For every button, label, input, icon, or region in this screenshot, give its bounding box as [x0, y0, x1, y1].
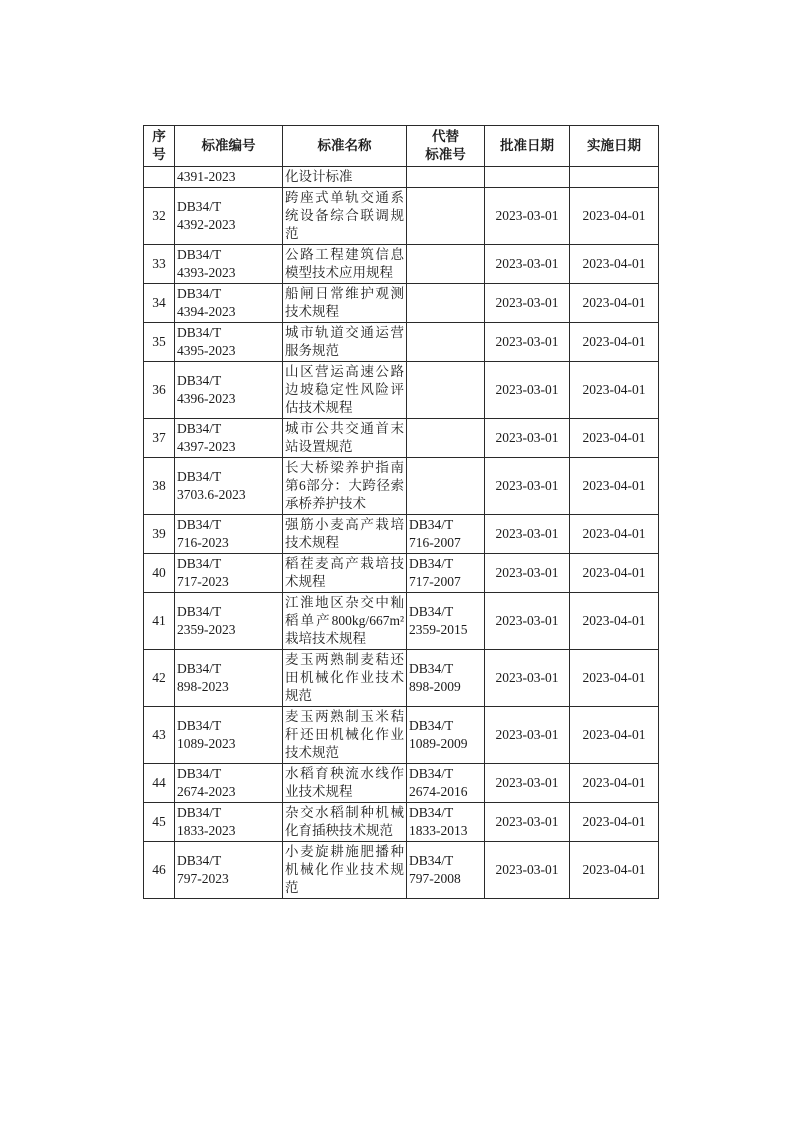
cell-implemented: 2023-04-01 [570, 323, 659, 362]
cell-replaces [407, 284, 485, 323]
cell-seq: 42 [144, 650, 175, 707]
table-row [144, 842, 659, 899]
header-name: 标准名称 [283, 126, 407, 167]
header-approved: 批准日期 [485, 126, 570, 167]
cell-code: DB34/T 2359-2023 [175, 593, 283, 650]
cell-replaces [407, 188, 485, 245]
table-row [144, 554, 659, 593]
cell-approved: 2023-03-01 [485, 554, 570, 593]
cell-name: 城市轨道交通运营服务规范 [283, 323, 407, 362]
cell-approved: 2023-03-01 [485, 803, 570, 842]
cell-replaces: DB34/T 797-2008 [407, 842, 485, 899]
cell-implemented [570, 167, 659, 188]
cell-replaces: DB34/T 717-2007 [407, 554, 485, 593]
cell-implemented: 2023-04-01 [570, 419, 659, 458]
cell-replaces: DB34/T 898-2009 [407, 650, 485, 707]
cell-replaces: DB34/T 1833-2013 [407, 803, 485, 842]
table-row [144, 650, 659, 707]
cell-implemented: 2023-04-01 [570, 593, 659, 650]
cell-seq: 37 [144, 419, 175, 458]
cell-replaces [407, 245, 485, 284]
header-row [144, 126, 659, 167]
cell-seq: 41 [144, 593, 175, 650]
cell-code: DB34/T 1089-2023 [175, 707, 283, 764]
cell-approved: 2023-03-01 [485, 188, 570, 245]
cell-code: DB34/T 4395-2023 [175, 323, 283, 362]
cell-seq: 38 [144, 458, 175, 515]
header-replaces: 代替 标准号 [407, 126, 485, 167]
table-row [144, 764, 659, 803]
cell-name: 跨座式单轨交通系统设备综合联调规范 [283, 188, 407, 245]
cell-name: 稻茬麦高产栽培技术规程 [283, 554, 407, 593]
cell-seq: 33 [144, 245, 175, 284]
cell-implemented: 2023-04-01 [570, 554, 659, 593]
table-row [144, 284, 659, 323]
cell-replaces [407, 167, 485, 188]
cell-seq: 36 [144, 362, 175, 419]
cell-implemented: 2023-04-01 [570, 284, 659, 323]
cell-name: 水稻育秧流水线作业技术规程 [283, 764, 407, 803]
cell-code: DB34/T 4396-2023 [175, 362, 283, 419]
table-row [144, 515, 659, 554]
cell-code: DB34/T 717-2023 [175, 554, 283, 593]
cell-approved: 2023-03-01 [485, 323, 570, 362]
cell-implemented: 2023-04-01 [570, 245, 659, 284]
cell-seq: 44 [144, 764, 175, 803]
cell-code: DB34/T 716-2023 [175, 515, 283, 554]
cell-approved: 2023-03-01 [485, 764, 570, 803]
cell-seq: 39 [144, 515, 175, 554]
header-implemented: 实施日期 [570, 126, 659, 167]
cell-seq: 45 [144, 803, 175, 842]
cell-approved: 2023-03-01 [485, 842, 570, 899]
table-row [144, 245, 659, 284]
cell-approved: 2023-03-01 [485, 284, 570, 323]
cell-replaces: DB34/T 1089-2009 [407, 707, 485, 764]
cell-implemented: 2023-04-01 [570, 362, 659, 419]
cell-seq: 40 [144, 554, 175, 593]
cell-name: 公路工程建筑信息模型技术应用规程 [283, 245, 407, 284]
cell-name: 船闸日常维护观测技术规程 [283, 284, 407, 323]
cell-code: DB34/T 4393-2023 [175, 245, 283, 284]
cell-name: 麦玉两熟制麦秸还田机械化作业技术规范 [283, 650, 407, 707]
cell-approved: 2023-03-01 [485, 515, 570, 554]
cell-code: DB34/T 2674-2023 [175, 764, 283, 803]
cell-code: DB34/T 4392-2023 [175, 188, 283, 245]
cell-code: DB34/T 4394-2023 [175, 284, 283, 323]
cell-approved: 2023-03-01 [485, 707, 570, 764]
cell-seq: 43 [144, 707, 175, 764]
cell-replaces: DB34/T 2674-2016 [407, 764, 485, 803]
cell-implemented: 2023-04-01 [570, 707, 659, 764]
cell-replaces [407, 419, 485, 458]
table-row [144, 803, 659, 842]
cell-replaces: DB34/T 2359-2015 [407, 593, 485, 650]
cell-code: DB34/T 4397-2023 [175, 419, 283, 458]
cell-code: DB34/T 797-2023 [175, 842, 283, 899]
table-row [144, 362, 659, 419]
cell-code: 4391-2023 [175, 167, 283, 188]
cell-implemented: 2023-04-01 [570, 764, 659, 803]
cell-seq: 46 [144, 842, 175, 899]
cell-replaces [407, 458, 485, 515]
header-seq: 序 号 [144, 126, 175, 167]
cell-approved: 2023-03-01 [485, 419, 570, 458]
cell-implemented: 2023-04-01 [570, 188, 659, 245]
table-row [144, 593, 659, 650]
cell-name: 长大桥梁养护指南 第6部分：大跨径索承桥养护技术 [283, 458, 407, 515]
cell-implemented: 2023-04-01 [570, 458, 659, 515]
cell-name: 江淮地区杂交中籼稻单产800kg/667m²栽培技术规程 [283, 593, 407, 650]
cell-implemented: 2023-04-01 [570, 515, 659, 554]
cell-approved: 2023-03-01 [485, 458, 570, 515]
cell-implemented: 2023-04-01 [570, 803, 659, 842]
cell-seq: 34 [144, 284, 175, 323]
cell-approved: 2023-03-01 [485, 245, 570, 284]
cell-approved: 2023-03-01 [485, 593, 570, 650]
cell-code: DB34/T 3703.6-2023 [175, 458, 283, 515]
cell-name: 城市公共交通首末站设置规范 [283, 419, 407, 458]
cell-name: 强筋小麦高产栽培技术规程 [283, 515, 407, 554]
cell-implemented: 2023-04-01 [570, 650, 659, 707]
cell-approved: 2023-03-01 [485, 650, 570, 707]
table-row [144, 458, 659, 515]
cell-code: DB34/T 898-2023 [175, 650, 283, 707]
cell-name: 化设计标准 [283, 167, 407, 188]
cell-replaces: DB34/T 716-2007 [407, 515, 485, 554]
cell-seq: 35 [144, 323, 175, 362]
cell-approved [485, 167, 570, 188]
cell-name: 山区营运高速公路边坡稳定性风险评估技术规程 [283, 362, 407, 419]
table-row [144, 707, 659, 764]
cell-code: DB34/T 1833-2023 [175, 803, 283, 842]
table-row [144, 419, 659, 458]
cell-approved: 2023-03-01 [485, 362, 570, 419]
cell-name: 小麦旋耕施肥播种机械化作业技术规范 [283, 842, 407, 899]
table-header [144, 126, 659, 167]
table-row [144, 323, 659, 362]
cell-replaces [407, 323, 485, 362]
cell-seq: 32 [144, 188, 175, 245]
header-code: 标准编号 [175, 126, 283, 167]
table-body [144, 167, 659, 899]
cell-implemented: 2023-04-01 [570, 842, 659, 899]
cell-name: 杂交水稻制种机械化育插秧技术规范 [283, 803, 407, 842]
standards-table [143, 125, 659, 899]
table-row [144, 188, 659, 245]
cell-seq [144, 167, 175, 188]
cell-name: 麦玉两熟制玉米秸秆还田机械化作业技术规范 [283, 707, 407, 764]
cell-replaces [407, 362, 485, 419]
table-row [144, 167, 659, 188]
